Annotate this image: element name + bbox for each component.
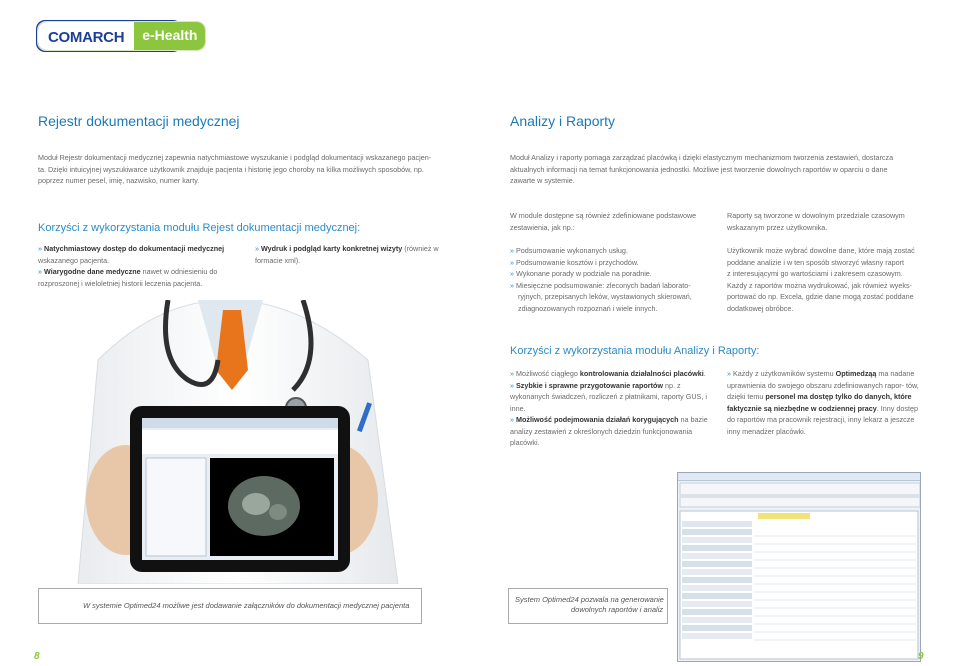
col2-line: dodatkowej obróbce. [727, 303, 794, 313]
col1-intro-line: zestawienia, jak np.: [510, 222, 575, 232]
screenshot-row-label [682, 633, 752, 639]
screenshot-row-label [682, 561, 752, 567]
list-item: » Możliwość ciągłego kontrolowania działalności placówki. [510, 369, 706, 378]
right-intro-line: aktualnych informacji na temat funkcjonowania jednostki. Możliwe jest tworzenie dowolnych raportów w oparciu o dane [510, 164, 888, 174]
right-page-number: 9 [918, 651, 924, 662]
comarch-ehealth-logo [38, 22, 205, 50]
left-intro-line: Moduł Rejestr dokumentacji medycznej zapewnia natychmiastowe wyszukanie i podgląd dokumentacji wskazanego pacjen- [38, 153, 432, 162]
list-item: » Miesięczne podsumowanie: zleconych badań laborato- [510, 280, 691, 290]
screenshot-table [678, 481, 921, 661]
logo-product: e-Health [134, 22, 205, 50]
left-benefits-title: Korzyści z wykorzystania modułu Rejest dokumentacji medycznej: [38, 222, 361, 234]
screenshot-row-label [682, 577, 752, 583]
screenshot-row-label [682, 593, 752, 599]
list-item: » Szybkie i sprawne przygotowanie raportów np. z wykonanych świadczeń, rozliczeń z płatnikami, raporty GUS, i inne. [510, 380, 707, 413]
screenshot-row-label [682, 609, 752, 615]
screenshot-row-label [682, 545, 752, 551]
col2-line: Użytkownik może wybrać dowolne dane, które mają zostać [727, 246, 915, 255]
list-item-cont: zdiagnozowanych rozpoznań i wiele innych. [518, 303, 658, 313]
list-item: » Natychmiastowy dostęp do dokumentacji medycznej wskazanego pacjenta. [38, 244, 225, 265]
screenshot-row-label [682, 529, 752, 535]
right-caption-line: System Optimed24 pozwala na generowanie [515, 595, 664, 604]
right-caption [508, 588, 668, 624]
screenshot-row-label [682, 537, 752, 543]
col2-line: z interesującymi go wartościami i zakresem czasowym. [727, 269, 903, 278]
right-caption-line: dowolnych raportów i analiz [571, 605, 664, 614]
left-caption: W systemie Optimed24 możliwe jest dodawanie załączników do dokumentacji medycznej pacjenta [38, 588, 422, 624]
right-intro-line: zawarte w systemie. [510, 176, 575, 185]
list-item: » Wydruk i podgląd karty konkretnej wizyty (również w formacie xml). [255, 244, 439, 265]
list-item: » Wykonane porady w podziale na poradnie. [510, 269, 652, 278]
screenshot-row-label [682, 569, 752, 575]
screenshot-row-label [682, 553, 752, 559]
col2-line: poddane analizie i w ten sposób stworzyć własny raport [727, 257, 904, 267]
left-intro [38, 152, 458, 187]
col2-intro-line: Raporty są tworzone w dowolnym przedziale czasowym [727, 211, 905, 220]
list-item: » Podsumowanie wykonanych usług. [510, 246, 628, 255]
left-benefits-col2 [255, 243, 455, 266]
right-benefits-col1 [510, 368, 710, 449]
right-col2 [727, 210, 927, 314]
list-item: » Podsumowanie kosztów i przychodów. [510, 257, 639, 267]
list-item-cont: ryjnych, przepisanych leków, wystawionych skierowań, [518, 292, 692, 301]
col1-intro-line: W module dostępne są również zdefiniowane podstawowe [510, 211, 697, 220]
left-intro-line: poprzez numer pesel, imię, nazwisko, numer karty. [38, 176, 200, 185]
right-title: Analizy i Raporty [510, 113, 616, 129]
col2-line: Każdy z raportów można wydrukować, jak również wyeks- [727, 280, 912, 290]
left-page-number: 8 [34, 651, 40, 662]
list-item: » Możliwość podejmowania działań korygujących na bazie analizy zestawień z określonych dziedzin funkcjonowania placówki. [510, 415, 708, 447]
list-item: » Wiarygodne dane medyczne nawet w odniesieniu do rozproszonej i wieloletniej historii leczenia pacjenta. [38, 267, 218, 288]
screenshot-row-label [682, 585, 752, 591]
screenshot-row-label [682, 617, 752, 623]
right-intro [510, 152, 930, 187]
doctor-tablet-photo [38, 300, 422, 584]
col2-line: portować do np. Excela, gdzie dane mogą zostać poddane [727, 292, 914, 301]
right-col1 [510, 210, 720, 314]
col2-intro-line: wskazanym przez użytkownika. [727, 222, 828, 232]
screenshot-titlebar [678, 473, 920, 481]
right-benefits-col2 [727, 368, 923, 437]
left-intro-line: ta. Dzięki intuicyjnej wyszukiwarce użytkownik znajduje pacjenta i historię jego choroby na kilka możliwych sposobów, np. [38, 164, 424, 174]
left-benefits-col1 [38, 243, 238, 289]
right-intro-line: Moduł Analizy i raporty pomaga zarządzać placówką i dzięki elastycznym mechanizmom tworzenia zestawień, dostarcza [510, 153, 894, 162]
right-benefits-title: Korzyści z wykorzystania modułu Analizy i Raporty: [510, 345, 760, 357]
screenshot-row-label [682, 601, 752, 607]
left-title: Rejestr dokumentacji medycznej [38, 113, 240, 129]
screenshot-row-label [682, 625, 752, 631]
logo-brand: COMARCH [38, 22, 134, 50]
list-item: » Każdy z użytkowników systemu Optimedząą ma nadane uprawnienia do swojego obszaru zdefiniowanych rapor- tów, dzięki temu personel ma dostęp tylko do danych, które faktycznie są niezbędne w codziennej pracy. Inny dostęp do raportów ma pracownik rejestracji, inny lekarz a jeszcze inny menadżer placówki. [727, 369, 919, 436]
reports-screenshot [677, 472, 921, 662]
